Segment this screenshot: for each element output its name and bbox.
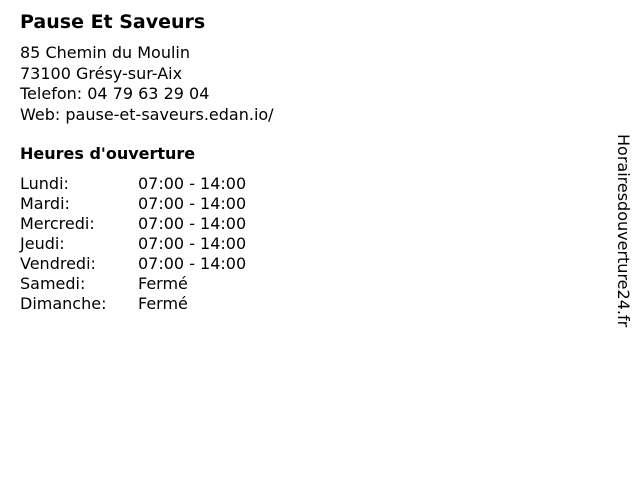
hours-time: 07:00 - 14:00	[138, 234, 247, 253]
hours-heading: Heures d'ouverture	[20, 144, 196, 163]
opening-hours-list	[20, 174, 246, 314]
hours-day-label: Mardi:	[20, 194, 70, 213]
address-line-city: 73100 Grésy-sur-Aix	[20, 63, 183, 83]
hours-day-label: Samedi:	[20, 274, 86, 293]
phone-label: Telefon:	[20, 84, 83, 103]
hours-day-label: Vendredi:	[20, 254, 96, 273]
hours-row-monday	[20, 174, 246, 194]
phone-number[interactable]: 04 79 63 29 04	[87, 84, 210, 103]
web-line	[20, 105, 274, 126]
hours-time: 07:00 - 14:00	[138, 254, 247, 273]
hours-row-friday	[20, 254, 246, 274]
site-brand-text: Horairesdouverture24.fr	[614, 134, 633, 328]
phone-line	[20, 84, 274, 105]
hours-row-saturday	[20, 274, 246, 294]
hours-day-label: Mercredi:	[20, 214, 95, 233]
hours-time: Fermé	[138, 294, 188, 313]
hours-day-label: Dimanche:	[20, 294, 107, 313]
hours-time: Fermé	[138, 274, 188, 293]
hours-day-label: Lundi:	[20, 174, 69, 193]
hours-row-wednesday	[20, 214, 246, 234]
website-link[interactable]: pause-et-saveurs.edan.io/	[65, 104, 274, 124]
hours-time: 07:00 - 14:00	[138, 174, 247, 193]
hours-time: 07:00 - 14:00	[138, 214, 247, 233]
business-contact	[20, 43, 274, 125]
hours-day-label: Jeudi:	[20, 234, 65, 253]
address-line-street: 85 Chemin du Moulin	[20, 43, 191, 62]
business-name: Pause Et Saveurs	[20, 11, 206, 33]
hours-row-thursday	[20, 234, 246, 254]
site-brand-watermark	[611, 134, 635, 346]
hours-row-sunday	[20, 294, 246, 314]
web-label: Web:	[20, 104, 61, 124]
hours-row-tuesday	[20, 194, 246, 214]
hours-time: 07:00 - 14:00	[138, 194, 247, 213]
